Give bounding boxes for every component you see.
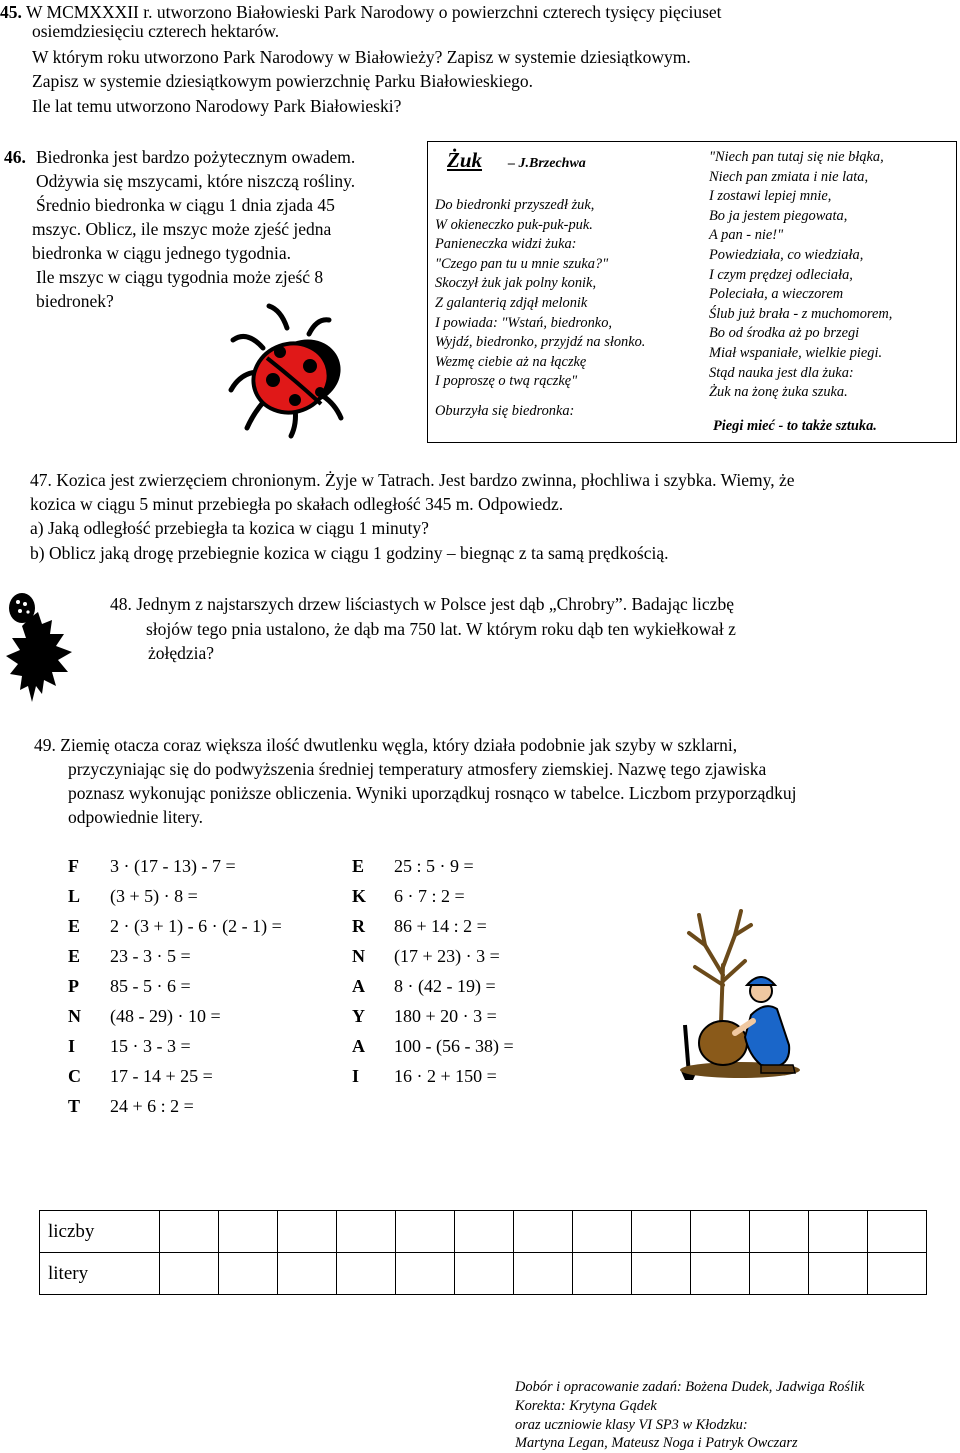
task-48-line: słojów tego pnia ustalono, że dąb ma 750 lat. W którym roku dąb ten wykiełkował z <box>146 619 736 639</box>
poem-line: Poleciała, a wieczorem <box>709 286 844 303</box>
credits-line: Martyna Legan, Mateusz Noga i Patryk Owczarz <box>515 1435 798 1452</box>
answer-cell[interactable] <box>219 1253 278 1295</box>
poem-line: Żuk na żonę żuka szuka. <box>709 384 848 401</box>
poem-line: Panieneczka widzi żuka: <box>435 236 577 253</box>
equation-letter: I <box>68 1036 76 1056</box>
gardener-boots <box>761 1065 795 1073</box>
poem-line: Bo ja jestem piegowata, <box>709 207 848 224</box>
poem-line: "Niech pan tutaj się nie błąka, <box>709 149 884 165</box>
equation-expression: (17 + 23) · 3 = <box>394 946 500 966</box>
task-49-line: przyczyniając się do podwyższenia średniej temperatury atmosfery ziemskiej. Nazwę tego zjawiska <box>68 759 767 779</box>
credits-line: Dobór i opracowanie zadań: Bożena Dudek, Jadwiga Roślik <box>515 1379 865 1395</box>
task-45-number: 45. <box>0 2 22 22</box>
equation-letter: K <box>352 886 367 906</box>
task-46-line: Biedronka jest bardzo pożytecznym owadem. <box>36 147 356 167</box>
poem-line: Skoczył żuk jak polny konik, <box>435 275 597 292</box>
poem-line: Do biedronki przyszedł żuk, <box>435 197 595 213</box>
equation-expression: 85 - 5 · 6 = <box>110 976 191 996</box>
answer-cell[interactable] <box>219 1211 278 1253</box>
task-46-line: biedronek? <box>36 291 114 311</box>
task-46-line: mszyc. Oblicz, ile mszyc może zjeść jedna <box>32 219 332 239</box>
poem-right-column <box>709 148 892 403</box>
poem-line: A pan - nie!" <box>709 227 784 244</box>
task-45-line-1: W MCMXXXII r. utworzono Białowieski Park Narodowy o powierzchni czterech tysięcy pięciuset <box>25 2 722 22</box>
poem-left-column <box>435 196 645 392</box>
oak-leaf-illustration <box>2 590 84 708</box>
poem-line: I poproszę o twą rączkę" <box>435 373 578 390</box>
poem-line: Ślub już brała - z muchomorem, <box>709 305 893 322</box>
poem-box <box>427 141 957 443</box>
equation-letter: P <box>68 976 79 996</box>
equation-expression: 86 + 14 : 2 = <box>394 916 487 936</box>
task-47-line: kozica w ciągu 5 minut przebiegła po skałach odległość 345 m. Odpowiedz. <box>30 494 564 514</box>
answer-row-label: litery <box>40 1253 160 1295</box>
answer-cell[interactable] <box>691 1253 750 1295</box>
task-46-line: biedronka w ciągu jednego tygodnia. <box>32 243 292 263</box>
equation-expression: 8 · (42 - 19) = <box>394 976 496 996</box>
answer-cell[interactable] <box>868 1211 927 1253</box>
task-46-line: Ile mszyc w ciągu tygodnia może zjeść 8 <box>36 267 324 287</box>
answer-row-label: liczby <box>40 1211 160 1253</box>
poem-title: Żuk <box>447 148 483 172</box>
answer-cell[interactable] <box>514 1211 573 1253</box>
credits <box>515 1378 864 1453</box>
task-47-line: a) Jaką odległość przebiegła ta kozica w ciągu 1 minuty? <box>30 518 429 538</box>
poem-line: Bo od środka aż po brzegi <box>709 325 860 342</box>
poem-line: Z galanterią zdjął melonik <box>435 294 588 311</box>
equation-expression: 180 + 20 · 3 = <box>394 1006 497 1026</box>
tree-branches <box>689 911 751 1023</box>
answer-cell[interactable] <box>337 1211 396 1253</box>
equation-expression: 2 · (3 + 1) - 6 · (2 - 1) = <box>110 916 282 936</box>
equation-expression: 6 · 7 : 2 = <box>394 886 465 906</box>
equation-expression: 3 · (17 - 13) - 7 = <box>110 856 236 876</box>
equation-letter: E <box>68 916 81 936</box>
equation-letter: F <box>68 856 79 876</box>
poem-line: Oburzyła się biedronka: <box>435 403 575 419</box>
answer-cell[interactable] <box>396 1211 455 1253</box>
equation-letter: I <box>352 1066 360 1086</box>
task-46-line: Odżywia się mszycami, które niszczą rośliny. <box>36 171 356 191</box>
answer-cell[interactable] <box>573 1253 632 1295</box>
task-48-line: 48. Jednym z najstarszych drzew liściastych w Polsce jest dąb „Chrobry”. Badając liczbę <box>110 594 734 614</box>
answer-cell[interactable] <box>750 1211 809 1253</box>
answer-cell[interactable] <box>750 1253 809 1295</box>
equation-letter: E <box>68 946 81 966</box>
equation-expression: 16 · 2 + 150 = <box>394 1066 497 1086</box>
task-45-line-4: Zapisz w systemie dziesiątkowym powierzchnię Parku Białowieskiego. <box>32 71 534 91</box>
answer-cell[interactable] <box>455 1211 514 1253</box>
answer-row-numbers <box>40 1211 927 1253</box>
poem-line: Powiedziała, co wiedziała, <box>709 246 864 263</box>
gardener-cap <box>747 977 775 985</box>
poem-line: Wyjdź, biedronko, przyjdź na słonko. <box>435 334 646 351</box>
task-46-number: 46. <box>4 147 26 167</box>
poem-line: "Czego pan tu u mnie szuka?" <box>435 255 609 272</box>
task-45-line-2: osiemdziesięciu czterech hektarów. <box>32 21 280 41</box>
equation-letter: N <box>352 946 365 966</box>
answer-cell[interactable] <box>278 1253 337 1295</box>
answer-cell[interactable] <box>868 1253 927 1295</box>
equation-expression: 24 + 6 : 2 = <box>110 1096 194 1116</box>
poem-line: I zostawi lepiej mnie, <box>709 188 832 205</box>
gardener-illustration <box>665 905 815 1080</box>
answer-cell[interactable] <box>396 1253 455 1295</box>
equation-letter: C <box>68 1066 81 1086</box>
equation-expression: 15 · 3 - 3 = <box>110 1036 191 1056</box>
task-47-line: b) Oblicz jaką drogę przebiegnie kozica w ciągu 1 godziny – biegnąc z ta samą prędkością. <box>30 543 669 563</box>
answer-cell[interactable] <box>160 1211 219 1253</box>
task-45-line-5: Ile lat temu utworzono Narodowy Park Białowieski? <box>32 96 402 116</box>
equation-letter: N <box>68 1006 81 1026</box>
equation-expression: (3 + 5) · 8 = <box>110 886 198 906</box>
answer-cell[interactable] <box>278 1211 337 1253</box>
answer-cell[interactable] <box>632 1211 691 1253</box>
answer-cell[interactable] <box>691 1211 750 1253</box>
equation-expression: 100 - (56 - 38) = <box>394 1036 514 1056</box>
equation-letter: A <box>352 976 365 996</box>
equation-expression: 17 - 14 + 25 = <box>110 1066 213 1086</box>
task-49-line: odpowiednie litery. <box>68 807 203 827</box>
task-49-line: poznasz wykonując poniższe obliczenia. Wyniki uporządkuj rosnąco w tabelce. Liczbom przyporządkuj <box>68 783 797 803</box>
answer-row-letters <box>40 1253 927 1295</box>
task-45-line-3: W którym roku utworzono Park Narodowy w Białowieży? Zapisz w systemie dziesiątkowym. <box>32 47 691 67</box>
equation-letter: T <box>68 1096 81 1116</box>
equation-expression: 23 - 3 · 5 = <box>110 946 191 966</box>
equation-letter: E <box>352 856 365 876</box>
poem-moral: Piegi mieć - to także sztuka. <box>713 418 877 434</box>
task-48-line: żołędzia? <box>148 643 215 663</box>
ladybug-illustration <box>225 300 350 440</box>
task-49-line: 49. Ziemię otacza coraz większa ilość dwutlenku węgla, który działa podobnie jak szyby w szklarni, <box>34 735 738 755</box>
answer-cell[interactable] <box>573 1211 632 1253</box>
poem-line: Niech pan zmiata i nie lata, <box>709 168 869 185</box>
answer-table <box>39 1210 927 1295</box>
equation-letter: A <box>352 1036 365 1056</box>
credits-line: Korekta: Krytyna Gądek <box>515 1397 657 1414</box>
credits-line: oraz uczniowie klasy VI SP3 w Kłodzku: <box>515 1416 748 1433</box>
answer-cell[interactable] <box>632 1253 691 1295</box>
poem-line: Miał wspaniałe, wielkie piegi. <box>709 344 883 361</box>
poem-line: I czym prędzej odleciała, <box>709 266 853 283</box>
task-47-line: 47. Kozica jest zwierzęciem chronionym. Żyje w Tatrach. Jest bardzo zwinna, płochliwa i szybka. Wiemy, że <box>30 470 795 490</box>
oak-leaf <box>6 612 72 702</box>
equation-expression: (48 - 29) · 10 = <box>110 1006 221 1026</box>
answer-cell[interactable] <box>809 1253 868 1295</box>
answer-cell[interactable] <box>809 1211 868 1253</box>
answer-cell[interactable] <box>160 1253 219 1295</box>
equation-letter: R <box>352 916 365 936</box>
poem-line: Stąd nauka jest dla żuka: <box>709 364 854 381</box>
answer-cell[interactable] <box>514 1253 573 1295</box>
poem-line: Wezmę ciebie aż na łączkę <box>435 353 587 370</box>
equation-letter: Y <box>352 1006 365 1026</box>
gardener-body <box>745 1006 789 1067</box>
poem-line: W okieneczko puk-puk-puk. <box>435 216 593 233</box>
equation-letter: L <box>68 886 81 906</box>
answer-cell[interactable] <box>337 1253 396 1295</box>
poem-author: – J.Brzechwa <box>508 156 586 171</box>
answer-cell[interactable] <box>455 1253 514 1295</box>
poem-line: I powiada: "Wstań, biedronko, <box>435 314 612 331</box>
equation-expression: 25 : 5 · 9 = <box>394 856 474 876</box>
task-46-line: Średnio biedronka w ciągu 1 dnia zjada 45 <box>36 195 335 215</box>
